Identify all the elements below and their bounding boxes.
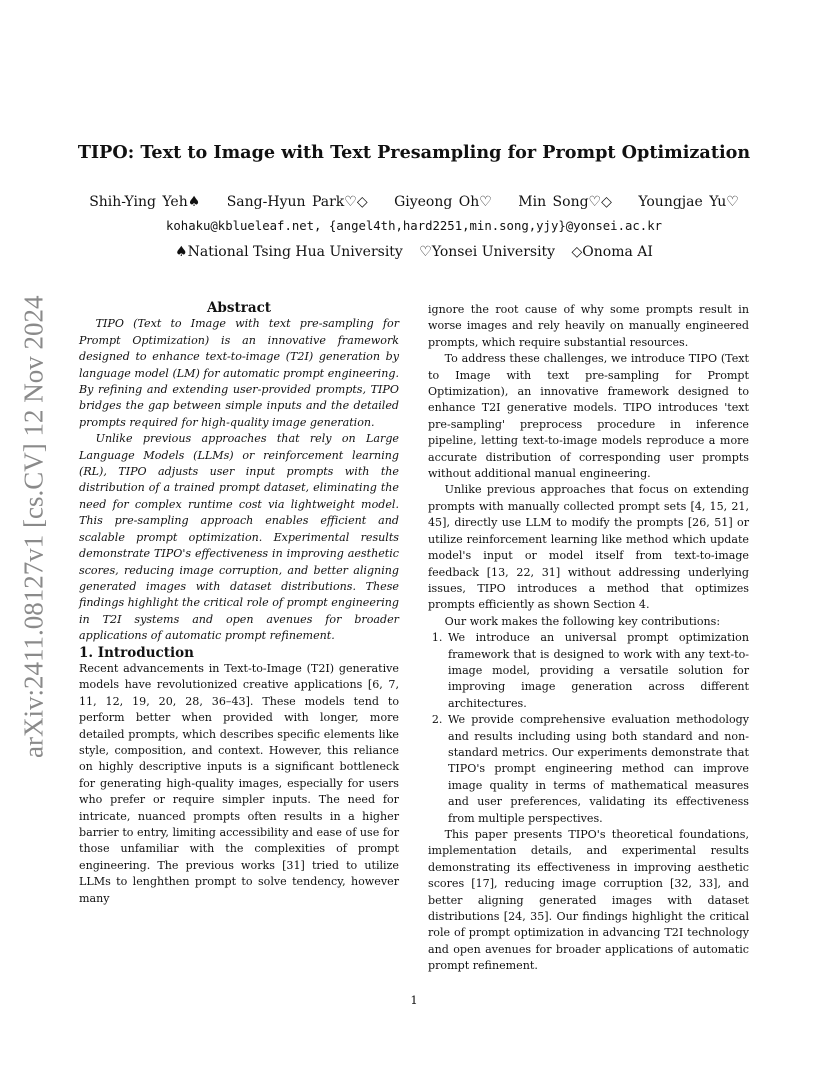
body-paragraph: To address these challenges, we introduce TIPO (Text to Image with text pre-sampling for Prompt Optimization), an innovative framework designed to enhance T2I generative models. TIPO introduces 'text pre-sampling' preprocess procedure in inference pipeline, letting text-to-image models reproduce a more accurate distribution of corresponding user prompts without additional manual engineering. — [428, 352, 749, 481]
author-list — [0, 194, 828, 210]
author-emails: kohaku@kblueleaf.net, {angel4th,hard2251,min.song,yjy}@yonsei.ac.kr — [165, 219, 663, 233]
body-paragraph: Recent advancements in Text-to-Image (T2I) generative models have revolutionized creative applications [6, 7, 11, 12, 19, 20, 28, 36–43]. These models tend to perform better when provided with longer, more detailed prompts, which describes specific elements like style, composition, and context. However, this reliance on highly descriptive inputs is a significant bottleneck for generating high-quality images, especially for users who prefer or require simpler inputs. The need for intricate, nuanced prompts often results in a higher barrier to entry, limiting accessibility and ease of use for those unfamiliar with the complexities of prompt engineering. The previous works [31] tried to utilize LLMs to lenghthen prompt to solve tendency, however many — [79, 661, 399, 905]
abstract-heading: Abstract — [206, 300, 272, 316]
arxiv-stamp: arXiv:2411.08127v1 [cs.CV] 12 Nov 2024 — [18, 295, 49, 758]
abstract-paragraph: Unlike previous approaches that rely on Large Language Models (LLMs) or reinforcement learning (RL), TIPO adjusts user input prompts with the distribution of a trained prompt dataset, eliminating the need for complex runtime cost via lightweight model. This pre-sampling approach enables efficient and scalable prompt optimization. Experimental results demonstrate TIPO's effectiveness in improving aesthetic scores, reducing image corruption, and better aligning generated images with dataset distributions. These findings highlight the critical role of prompt engineering in T2I systems and open avenues for broader applications of automatic prompt refinement. — [79, 432, 399, 643]
affiliation-list — [0, 244, 828, 260]
body-paragraph: ignore the root cause of why some prompts result in worse images and rely heavily on manually engineered prompts, which require substantial resources. — [428, 303, 749, 349]
list-item: 1. We introduce an universal prompt optimization framework that is designed to work with any text-to-image model, providing a versatile solution for improving image generation across different architectures. — [446, 630, 749, 712]
author: Sang-Hyun Park♡◇ — [226, 194, 368, 210]
right-column — [428, 302, 749, 975]
page-number: 1 — [410, 993, 418, 1007]
affiliation: ♠National Tsing Hua University — [175, 244, 403, 260]
left-column — [79, 300, 399, 907]
author: Min Song♡◇ — [518, 194, 612, 210]
author: Youngjae Yu♡ — [638, 194, 739, 210]
body-paragraph: Our work makes the following key contributions: — [444, 614, 721, 628]
body-paragraph: Unlike previous approaches that focus on extending prompts with manually collected prompt sets [4, 15, 21, 45], directly use LLM to modify the prompts [26, 51] or utilize reinforcement learning like method which update model's input or model itself from text-to-image feedback [13, 22, 31] without addressing underlying issues, TIPO introduces a method that optimizes prompts efficiently as shown Section 4. — [428, 483, 749, 612]
body-paragraph: This paper presents TIPO's theoretical foundations, implementation details, and experimental results demonstrating its effectiveness in improving aesthetic scores [17], reducing image corruption [32, 33], and better aligning generated images with dataset distributions [24, 35]. Our findings highlight the critical role of prompt optimization in advancing T2I technology and open avenues for broader applications of automatic prompt refinement. — [428, 828, 749, 973]
affiliation: ♡Yonsei University — [419, 244, 556, 260]
paper-title: TIPO: Text to Image with Text Presampling for Prompt Optimization — [77, 142, 751, 163]
section-heading-introduction: 1. Introduction — [79, 644, 194, 661]
affiliation: ◇Onoma AI — [571, 244, 653, 260]
author: Giyeong Oh♡ — [394, 194, 492, 210]
list-item: 2. We provide comprehensive evaluation methodology and results including using both standard and non-standard metrics. Our experiments demonstrate that TIPO's prompt engineering method can improve image quality in terms of mathematical measures and user preferences, validating its effectiveness from multiple perspectives. — [446, 712, 749, 827]
author: Shih-Ying Yeh♠ — [89, 194, 201, 210]
abstract-paragraph: TIPO (Text to Image with text pre-sampling for Prompt Optimization) is an innovative framework designed to enhance text-to-image (T2I) generation by language model (LM) for automatic prompt engineering. By refining and extending user-provided prompts, TIPO bridges the gap between simple inputs and the detailed prompts required for high-quality image generation. — [79, 317, 399, 429]
contribution-list — [428, 630, 749, 827]
